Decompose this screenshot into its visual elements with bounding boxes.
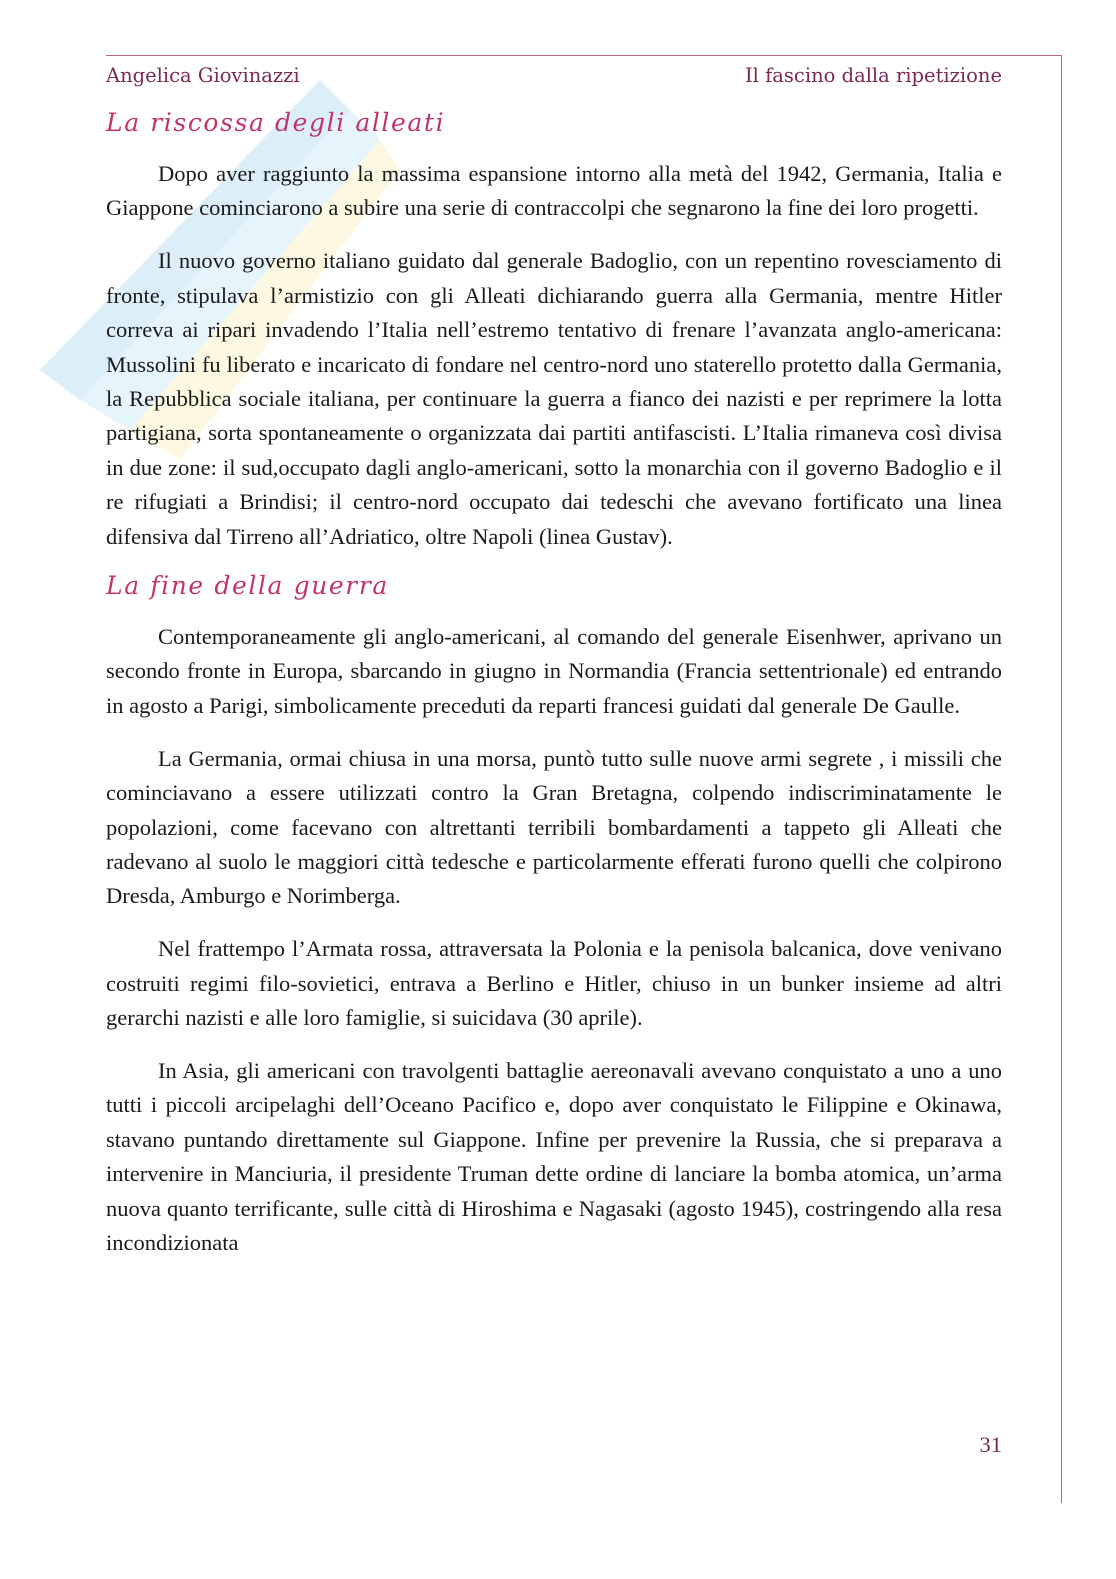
paragraph: Il nuovo governo italiano guidato dal generale Badoglio, con un repentino rovesciamento di fronte, stipulava l’armistizio con gli Alleati dichiarando guerra alla Germania, mentre Hitler correva ai ripari invadendo l’Italia nell’estremo tentativo di frenare l’avanzata anglo-americana: Mussolini fu liberato e incaricato di fondare nel centro-nord uno staterello protetto dalla Germania, la Repubblica sociale italiana, per continuare la guerra a fianco dei nazisti e per reprimere la lotta partigiana, sorta spontaneamente o organizzata dai partiti antifascisti. L’Italia rimaneva così divisa in due zone: il sud,occupato dagli anglo-americani, sotto la monarchia con il governo Badoglio e il re rifugiati a Brindisi; il centro-nord occupato dai tedeschi che avevano fortificato una linea difensiva dal Tirreno all’Adriatico, oltre Napoli (linea Gustav). <box>106 248 1002 549</box>
paragraph: Dopo aver raggiunto la massima espansione intorno alla metà del 1942, Germania, Italia e Giappone cominciarono a subire una serie di contraccolpi che segnarono la fine dei loro progetti. <box>106 161 1002 221</box>
page-content <box>106 100 1002 1260</box>
section-heading-fine-guerra: La fine della guerra <box>106 570 389 600</box>
running-header <box>106 64 1002 94</box>
header-author: Angelica Giovinazzi <box>106 64 300 87</box>
section-heading-riscossa: La riscossa degli alleati <box>106 108 446 137</box>
paragraph: In Asia, gli americani con travolgenti battaglie aereonavali avevano conquistato a uno a uno tutti i piccoli arcipelaghi dell’Oceano Pacifico e, dopo aver conquistato le Filippine e Okinawa, stavano puntando direttamente sul Giappone. Infine per prevenire la Russia, che si preparava a intervenire in Manciuria, il presidente Truman dette ordine di lanciare la bomba atomica, un’arma nuova quanto terrificante, sulle città di Hiroshima e Nagasaki (agosto 1945), costringendo alla resa incondizionata <box>106 1057 1002 1255</box>
page-frame-top <box>106 55 1062 56</box>
paragraph: Nel frattempo l’Armata rossa, attraversata la Polonia e la penisola balcanica, dove venivano costruiti regimi filo-sovietici, entrava a Berlino e Hitler, chiuso in un bunker insieme ad altri gerarchi nazisti e alle loro famiglie, si suicidava (30 aprile). <box>106 936 1002 1031</box>
page-number: 31 <box>979 1432 1002 1457</box>
paragraph: Contemporaneamente gli anglo-americani, al comando del generale Eisenhwer, aprivano un secondo fronte in Europa, sbarcando in giugno in Normandia (Francia settentrionale) ed entrando in agosto a Parigi, simbolicamente preceduti da reparti francesi guidati dal generale De Gaulle. <box>106 623 1002 718</box>
header-title: Il fascino dalla ripetizione <box>744 64 1002 87</box>
page-frame-right <box>1061 55 1062 1503</box>
paragraph: La Germania, ormai chiusa in una morsa, puntò tutto sulle nuove armi segrete , i missili che cominciavano a essere utilizzati contro la Gran Bretagna, colpendo indiscriminatamente le popolazioni, come facevano con altrettanti terribili bombardamenti a tappeto gli Alleati che radevano al suolo le maggiori città tedesche e particolarmente efferati furono quelli che colpirono Dresda, Amburgo e Norimberga. <box>106 745 1002 909</box>
